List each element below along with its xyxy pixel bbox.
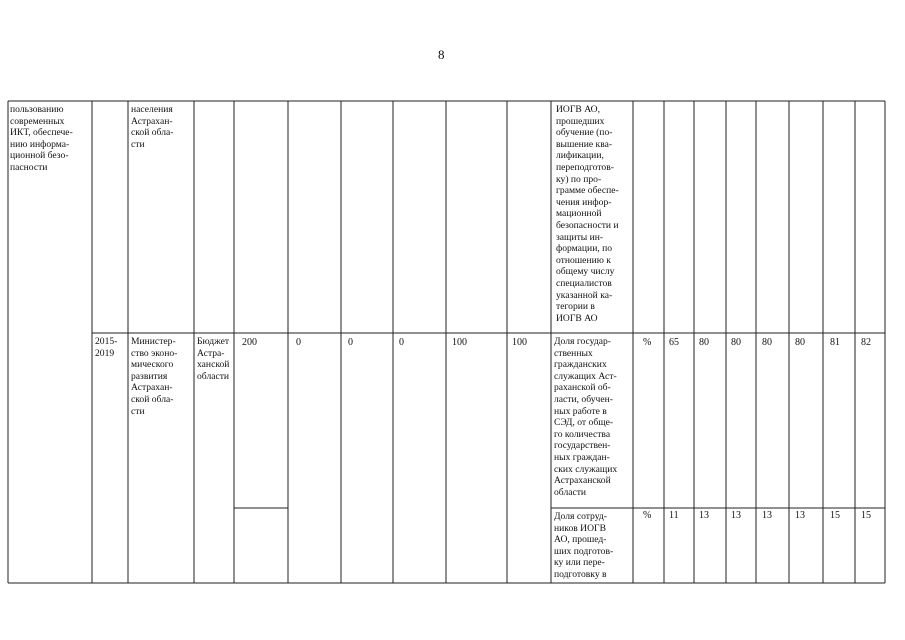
row2-executor-cell: Министер- ство эконо- мического развития Астрахан- ской обла- сти	[131, 336, 178, 417]
row2-year3-cell: 0	[399, 337, 404, 348]
row3-value-cell: 13	[731, 510, 741, 521]
row3-indicator-cell: Доля сотруд- ников ИОГВ АО, прошед- ших подготов- ку или пере- подготовку в	[554, 511, 614, 580]
row2-value-cell: 80	[795, 337, 805, 348]
row2-value-cell: 80	[731, 337, 741, 348]
row1-executor-cell: населения Астрахан- ской обла- сти	[131, 104, 174, 150]
row3-value-cell: 13	[699, 510, 709, 521]
row2-year5-cell: 100	[512, 337, 527, 348]
row3-value-cell: 15	[830, 510, 840, 521]
row2-value-cell: 82	[861, 337, 871, 348]
page-number: 8	[438, 47, 445, 62]
row2-year1-cell: 0	[296, 337, 301, 348]
row2-year2-cell: 0	[348, 337, 353, 348]
row2-source-cell: Бюджет Астра- ханской области	[197, 336, 230, 382]
row2-unit-cell: %	[643, 337, 652, 348]
row2-value-cell: 65	[669, 337, 679, 348]
row2-period-cell: 2015- 2019	[95, 336, 118, 359]
row2-indicator-cell: Доля государ- ственных гражданских служащих Аст- раханской об- ласти, обучен- ных работе в СЭД, от обще- го количества государствен- ных граждан- ских служащих Астраханской области	[554, 336, 618, 498]
row3-value-cell: 13	[762, 510, 772, 521]
row2-value-cell: 81	[830, 337, 840, 348]
row2-total-cell: 200	[242, 337, 257, 348]
row2-value-cell: 80	[699, 337, 709, 348]
row3-value-cell: 13	[795, 510, 805, 521]
row2-value-cell: 80	[762, 337, 772, 348]
row1-indicator-cell: ИОГВ АО, прошедших обучение (по- вышение ква- лификации, переподготов- ку) по про- грамме обеспе- чения инфор- мационной безопасности и защиты ин- формации, по отношению к общему числу специалистов указанной ка- тегории в ИОГВ АО	[556, 104, 619, 324]
row1-direction-cell: пользованию современных ИКТ, обеспече- нию информа- ционной безо- пасности	[10, 104, 73, 173]
row3-value-cell: 15	[861, 510, 871, 521]
row2-year4-cell: 100	[452, 337, 467, 348]
row3-unit-cell: %	[643, 510, 652, 521]
row3-value-cell: 11	[669, 510, 679, 521]
